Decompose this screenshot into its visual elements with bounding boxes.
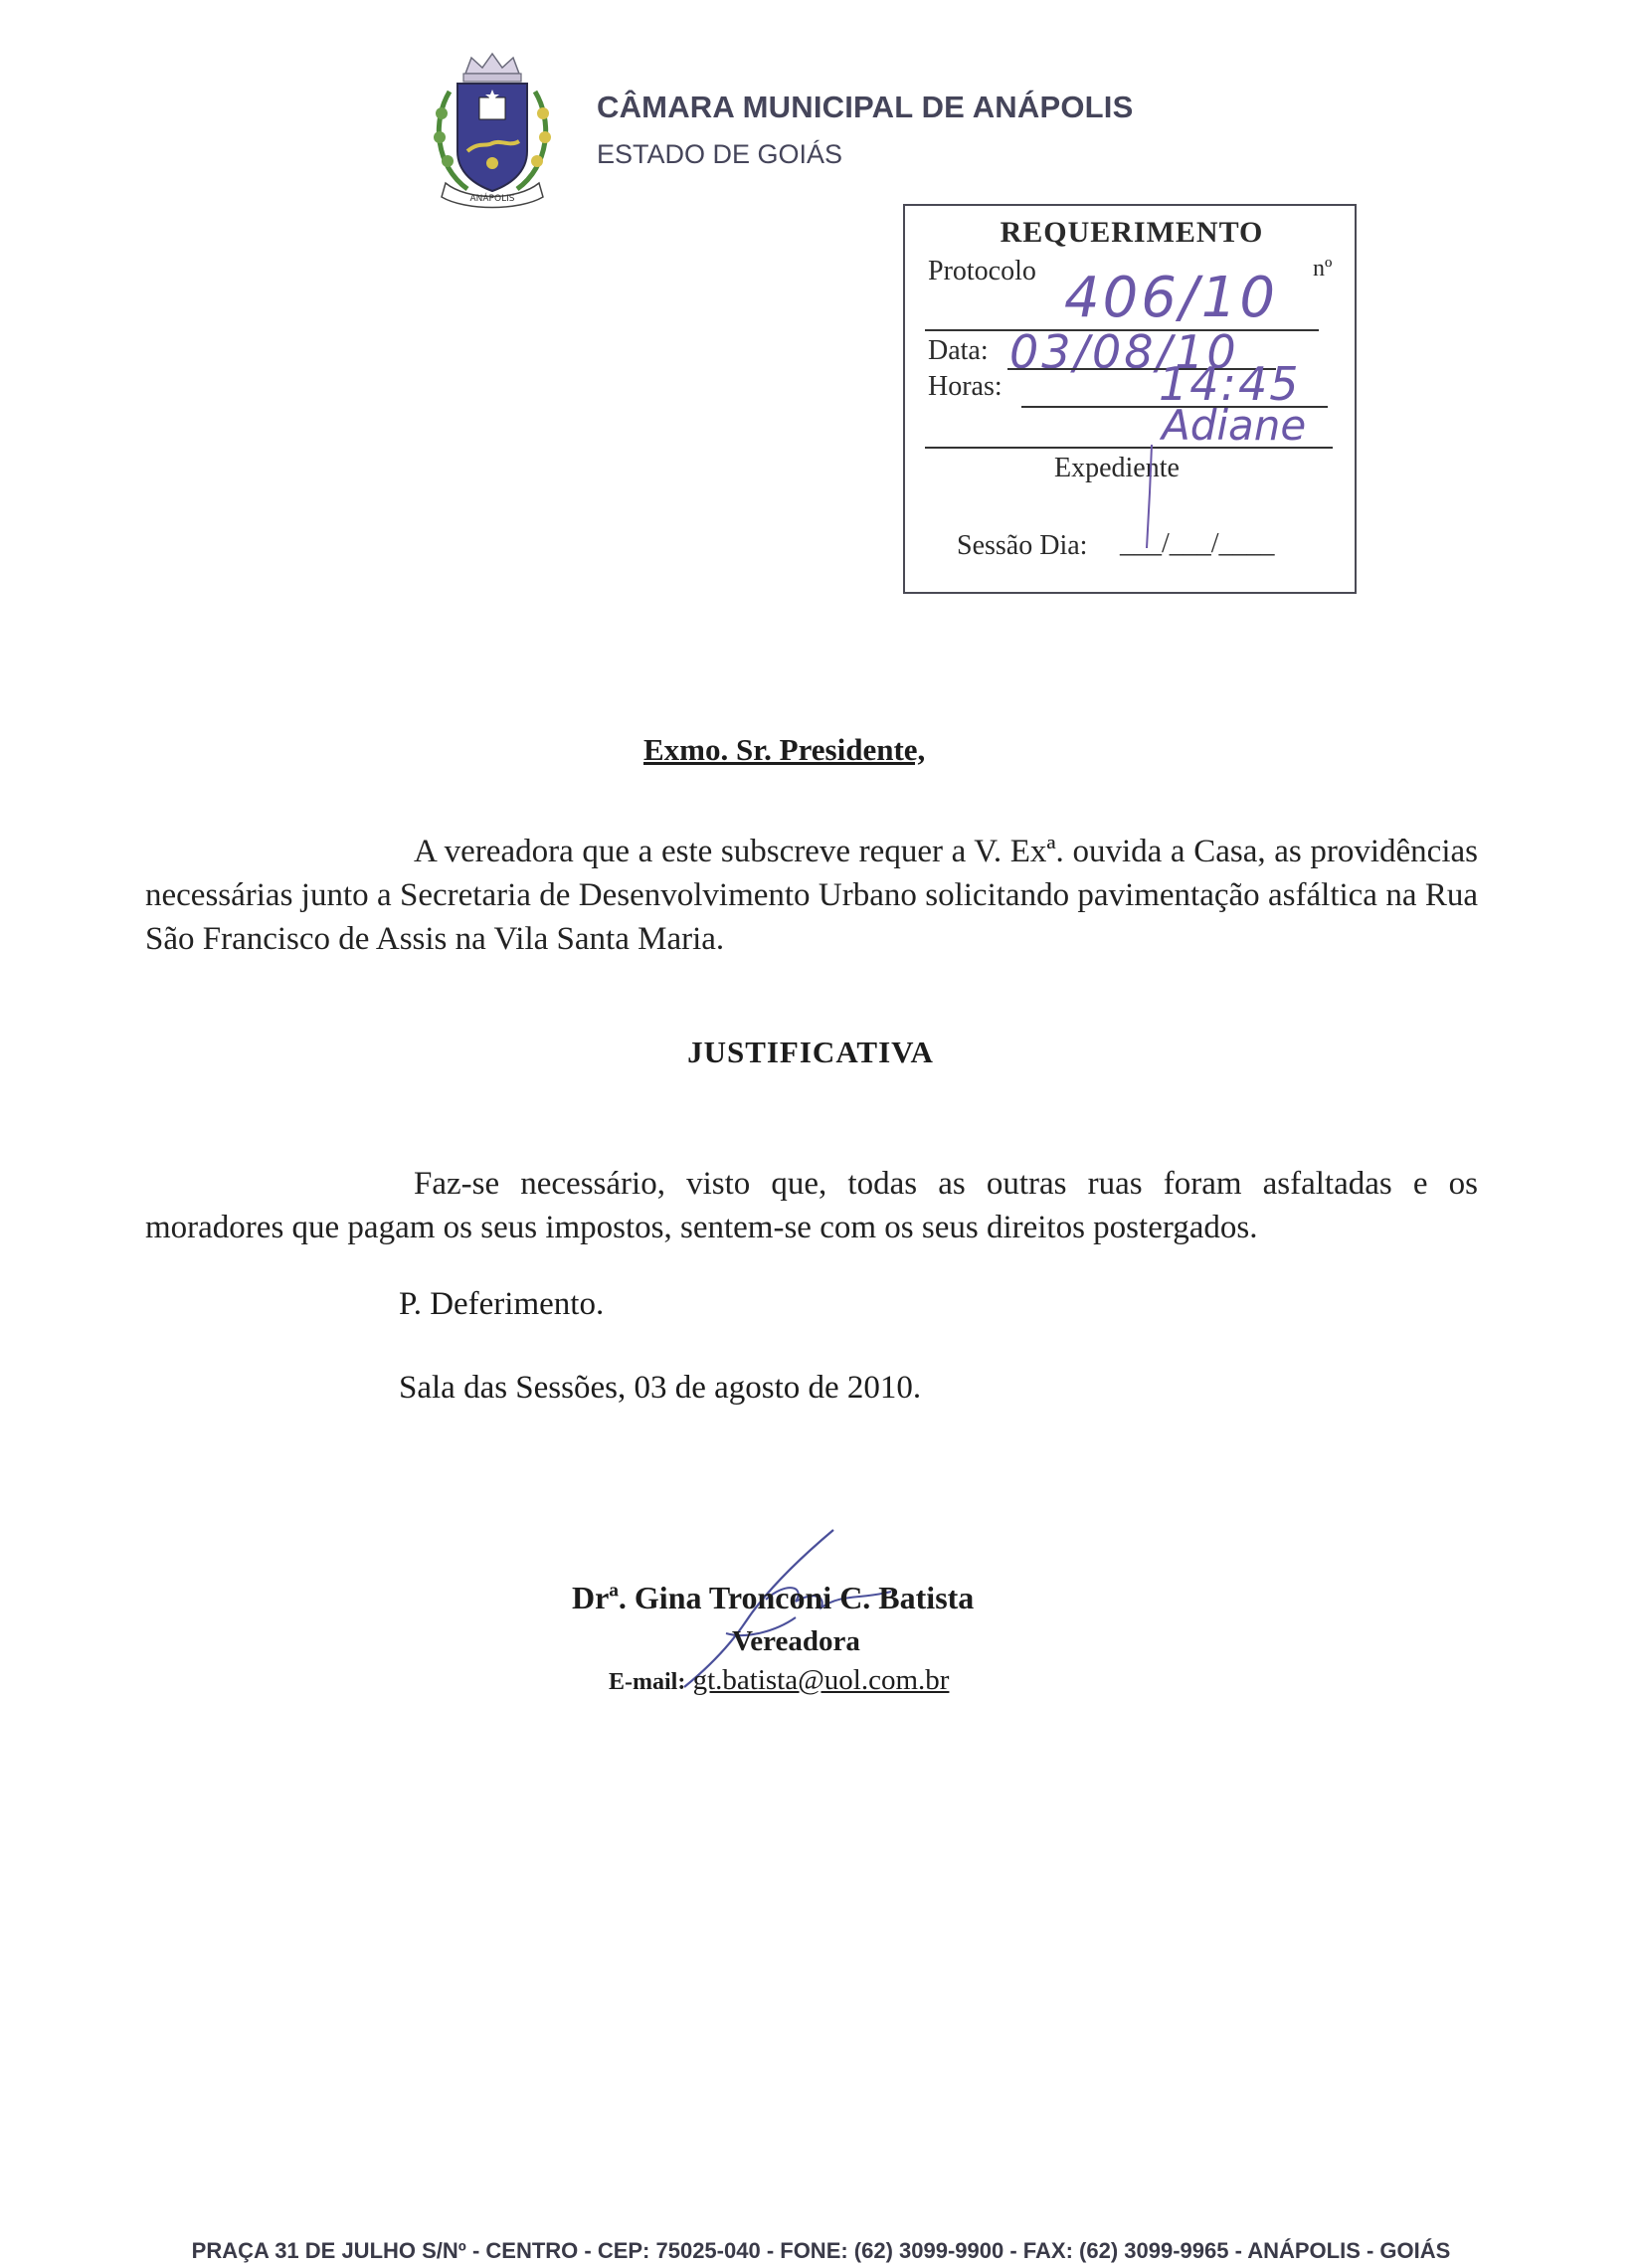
svg-text:ANÁPOLIS: ANÁPOLIS (469, 194, 515, 204)
footer-address: PRAÇA 31 DE JULHO S/Nº - CENTRO - CEP: 75025-040 - FONE: (62) 3099-9900 - FAX: (62) 3099-9965 - ANÁPOLIS - GOIÁS (191, 2238, 1451, 2263)
email-link[interactable]: gt.batista@uol.com.br (692, 1664, 950, 1696)
signer-email-line (609, 1664, 949, 1697)
date-label: Data: (928, 335, 989, 366)
salutation: Exmo. Sr. Presidente, (643, 732, 926, 767)
municipal-crest-icon (428, 52, 557, 209)
signer-name: Drª. Gina Tronconi C. Batista (572, 1580, 975, 1615)
protocol-label: Protocolo (928, 256, 1036, 286)
date-handwritten: 03/08/10 (1009, 325, 1239, 379)
signer-role: Vereadora (732, 1625, 860, 1657)
number-label: nº (1313, 256, 1333, 282)
justification-title: JUSTIFICATIVA (687, 1035, 934, 1069)
organization-state: ESTADO DE GOIÁS (597, 139, 843, 169)
expedient-label: Expediente (1054, 453, 1180, 483)
justification-paragraph: Faz-se necessário, visto que, todas as outras ruas foram asfaltadas e os moradores que pagam os seus impostos, sentem-se com os seus direitos postergados. (145, 1166, 1478, 1245)
note-handwritten: Adiane (1162, 401, 1307, 450)
request-paragraph: A vereadora que a este subscreve requer a V. Exª. ouvida a Casa, as providências necessárias junto a Secretaria de Desenvolvimento Urbano solicitando pavimentação asfáltica na Rua São Francisco de Assis na Vila Santa Maria. (145, 834, 1478, 957)
stamp-title: REQUERIMENTO (1000, 216, 1264, 249)
hours-handwritten: 14:45 (1159, 357, 1301, 411)
session-date-blank: ___/___/____ (1120, 528, 1275, 559)
closing-deferimento: P. Deferimento. (399, 1286, 605, 1322)
place-and-date: Sala das Sessões, 03 de agosto de 2010. (399, 1370, 922, 1406)
email-label: E-mail: (609, 1669, 686, 1695)
expedient-underline (925, 447, 1333, 449)
hours-label: Horas: (928, 371, 1003, 402)
session-label: Sessão Dia: (957, 530, 1088, 561)
organization-name: CÂMARA MUNICIPAL DE ANÁPOLIS (597, 90, 1134, 124)
protocol-stamp (903, 204, 1357, 594)
protocol-number-handwritten: 406/10 (1064, 266, 1279, 330)
